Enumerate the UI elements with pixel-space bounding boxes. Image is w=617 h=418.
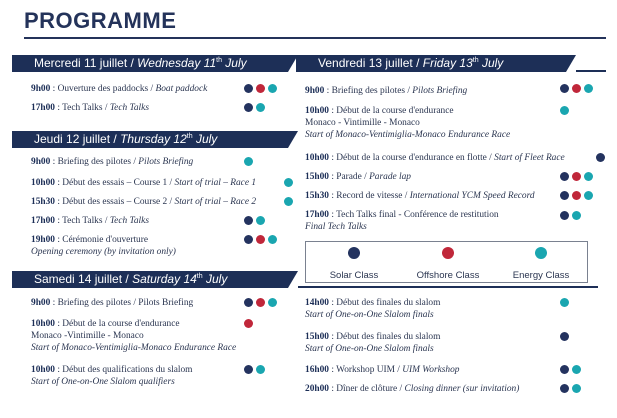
event-row: 9h00 : Briefing des pilotes / Pilots Briefing — [305, 86, 468, 96]
solar-class-dot — [244, 84, 253, 93]
event-row: 19h00 : Cérémonie d'ouverture Opening ceremony (by invitation only) — [31, 235, 176, 257]
legend-label: Offshore Class — [416, 270, 480, 281]
friday-header-rule — [576, 70, 606, 72]
energy-class-dot — [268, 298, 277, 307]
event-row: 17h00 : Tech Talks / Tech Talks — [31, 216, 149, 226]
solar-class-dot — [244, 216, 253, 225]
legend-solar — [309, 246, 399, 281]
event-row: 10h00 : Début des qualifications du slalom Start of One-on-One Slalom qualifiers — [31, 365, 193, 387]
energy-class-dot — [268, 235, 277, 244]
page-title: PROGRAMME — [24, 8, 177, 33]
class-dots — [244, 298, 277, 307]
event-row: 20h00 : Dîner de clôture / Closing dinner (sur invitation) — [305, 384, 520, 394]
day-header-friday — [296, 55, 566, 72]
day-fr: Jeudi 12 juillet — [34, 132, 111, 146]
day-header-saturday — [12, 271, 288, 288]
energy-class-dot — [256, 365, 265, 374]
day-fr: Mercredi 11 juillet — [34, 56, 128, 70]
day-sup: th — [186, 133, 193, 140]
day-en: Saturday 14 — [132, 272, 197, 286]
event-row: 9h00 : Briefing des pilotes / Pilots Briefing — [31, 298, 194, 308]
day-sep: / — [122, 272, 133, 286]
offshore-class-dot — [256, 298, 265, 307]
solar-class-dot — [348, 247, 360, 259]
solar-class-dot — [244, 298, 253, 307]
day-sup: th — [472, 57, 479, 64]
solar-class-dot — [244, 103, 253, 112]
class-dots — [284, 197, 293, 206]
offshore-class-dot — [442, 247, 454, 259]
event-row: 10h00 : Début de la course d'endurance Monaco - Vintimille - Monaco Start of Monaco-Ventimiglia-Monaco Endurance Race — [305, 106, 511, 140]
event-row: 9h00 : Briefing des pilotes / Pilots Briefing — [31, 157, 194, 167]
title-divider — [24, 37, 606, 39]
event-row: 17h00 : Tech Talks final - Conférence de restitution Final Tech Talks — [305, 210, 499, 232]
day-sup: th — [216, 57, 222, 64]
solar-class-dot — [560, 172, 569, 181]
class-dots — [244, 157, 253, 166]
solar-class-dot — [560, 84, 569, 93]
offshore-class-dot — [244, 319, 253, 328]
event-row: 14h00 : Début des finales du slalom Start of One-on-One Slalom finals — [305, 298, 441, 320]
class-dots — [244, 84, 277, 93]
day-sep: / — [412, 56, 423, 70]
event-row: 15h00 : Parade / Parade lap — [305, 172, 411, 182]
class-dots — [244, 216, 265, 225]
day-sep: / — [127, 56, 138, 70]
energy-class-dot — [572, 365, 581, 374]
solar-class-dot — [560, 211, 569, 220]
day-en-end: July — [221, 56, 247, 70]
saturday-header-rule — [298, 286, 598, 288]
day-fr: Samedi 14 juillet — [34, 272, 123, 286]
day-header-wednesday — [12, 55, 288, 72]
class-dots — [560, 365, 581, 374]
energy-class-dot — [584, 84, 593, 93]
day-en-end: July — [192, 132, 218, 146]
offshore-class-dot — [572, 191, 581, 200]
energy-class-dot — [268, 84, 277, 93]
day-en-end: July — [202, 272, 228, 286]
event-row: 16h00 : Workshop UIM / UIM Workshop — [305, 365, 460, 375]
energy-class-dot — [572, 211, 581, 220]
event-row: 15h30 : Début des essais – Course 2 / Start of trial – Race 2 — [31, 197, 257, 207]
energy-class-dot — [572, 384, 581, 393]
day-en-end: July — [478, 56, 504, 70]
event-row: 9h00 : Ouverture des paddocks / Boat paddock — [31, 84, 208, 94]
energy-class-dot — [256, 216, 265, 225]
day-header-thursday — [12, 131, 288, 148]
day-en: Friday 13 — [422, 56, 473, 70]
solar-class-dot — [560, 191, 569, 200]
energy-class-dot — [584, 172, 593, 181]
event-row: 10h00 : Début des essais – Course 1 / Start of trial – Race 1 — [31, 178, 257, 188]
class-dots — [244, 365, 265, 374]
solar-class-dot — [244, 365, 253, 374]
energy-class-dot — [584, 191, 593, 200]
solar-class-dot — [560, 384, 569, 393]
class-dots — [560, 172, 593, 181]
energy-class-dot — [560, 106, 569, 115]
legend-energy — [496, 246, 586, 281]
offshore-class-dot — [572, 84, 581, 93]
legend-label: Energy Class — [512, 270, 570, 281]
energy-class-dot — [284, 197, 293, 206]
class-dots — [560, 384, 581, 393]
solar-class-dot — [560, 365, 569, 374]
legend-offshore — [403, 246, 493, 281]
class-legend — [305, 241, 588, 283]
day-fr: Vendredi 13 juillet — [318, 56, 413, 70]
event-row: 15h30 : Record de vitesse / International YCM Speed Record — [305, 191, 535, 201]
day-sep: / — [110, 132, 121, 146]
day-en: Thursday 12 — [120, 132, 187, 146]
offshore-class-dot — [256, 235, 265, 244]
energy-class-dot — [244, 157, 253, 166]
energy-class-dot — [535, 247, 547, 259]
solar-class-dot — [560, 332, 569, 341]
class-dots — [244, 319, 253, 328]
energy-class-dot — [560, 298, 569, 307]
class-dots — [284, 178, 293, 187]
class-dots — [596, 153, 605, 162]
class-dots — [560, 332, 569, 341]
class-dots — [244, 103, 265, 112]
class-dots — [560, 191, 593, 200]
event-row: 10h00 : Début de la course d'endurance Monaco -Vintimille - Monaco Start of Monaco-Ventimiglia-Monaco Endurance Race — [31, 319, 237, 353]
energy-class-dot — [256, 103, 265, 112]
energy-class-dot — [284, 178, 293, 187]
day-sup: th — [196, 273, 203, 280]
offshore-class-dot — [256, 84, 265, 93]
class-dots — [560, 211, 581, 220]
event-row: 15h00 : Début des finales du slalom Start of One-on-One Slalom finals — [305, 332, 441, 354]
event-row: 17h00 : Tech Talks / Tech Talks — [31, 103, 149, 113]
offshore-class-dot — [572, 172, 581, 181]
day-en: Wednesday 11 — [137, 56, 217, 70]
solar-class-dot — [244, 235, 253, 244]
legend-label: Solar Class — [329, 270, 379, 281]
event-row: 10h00 : Début de la course d'endurance en flotte / Start of Fleet Race — [305, 153, 565, 163]
solar-class-dot — [596, 153, 605, 162]
class-dots — [560, 298, 569, 307]
class-dots — [244, 235, 277, 244]
class-dots — [560, 106, 569, 115]
class-dots — [560, 84, 593, 93]
